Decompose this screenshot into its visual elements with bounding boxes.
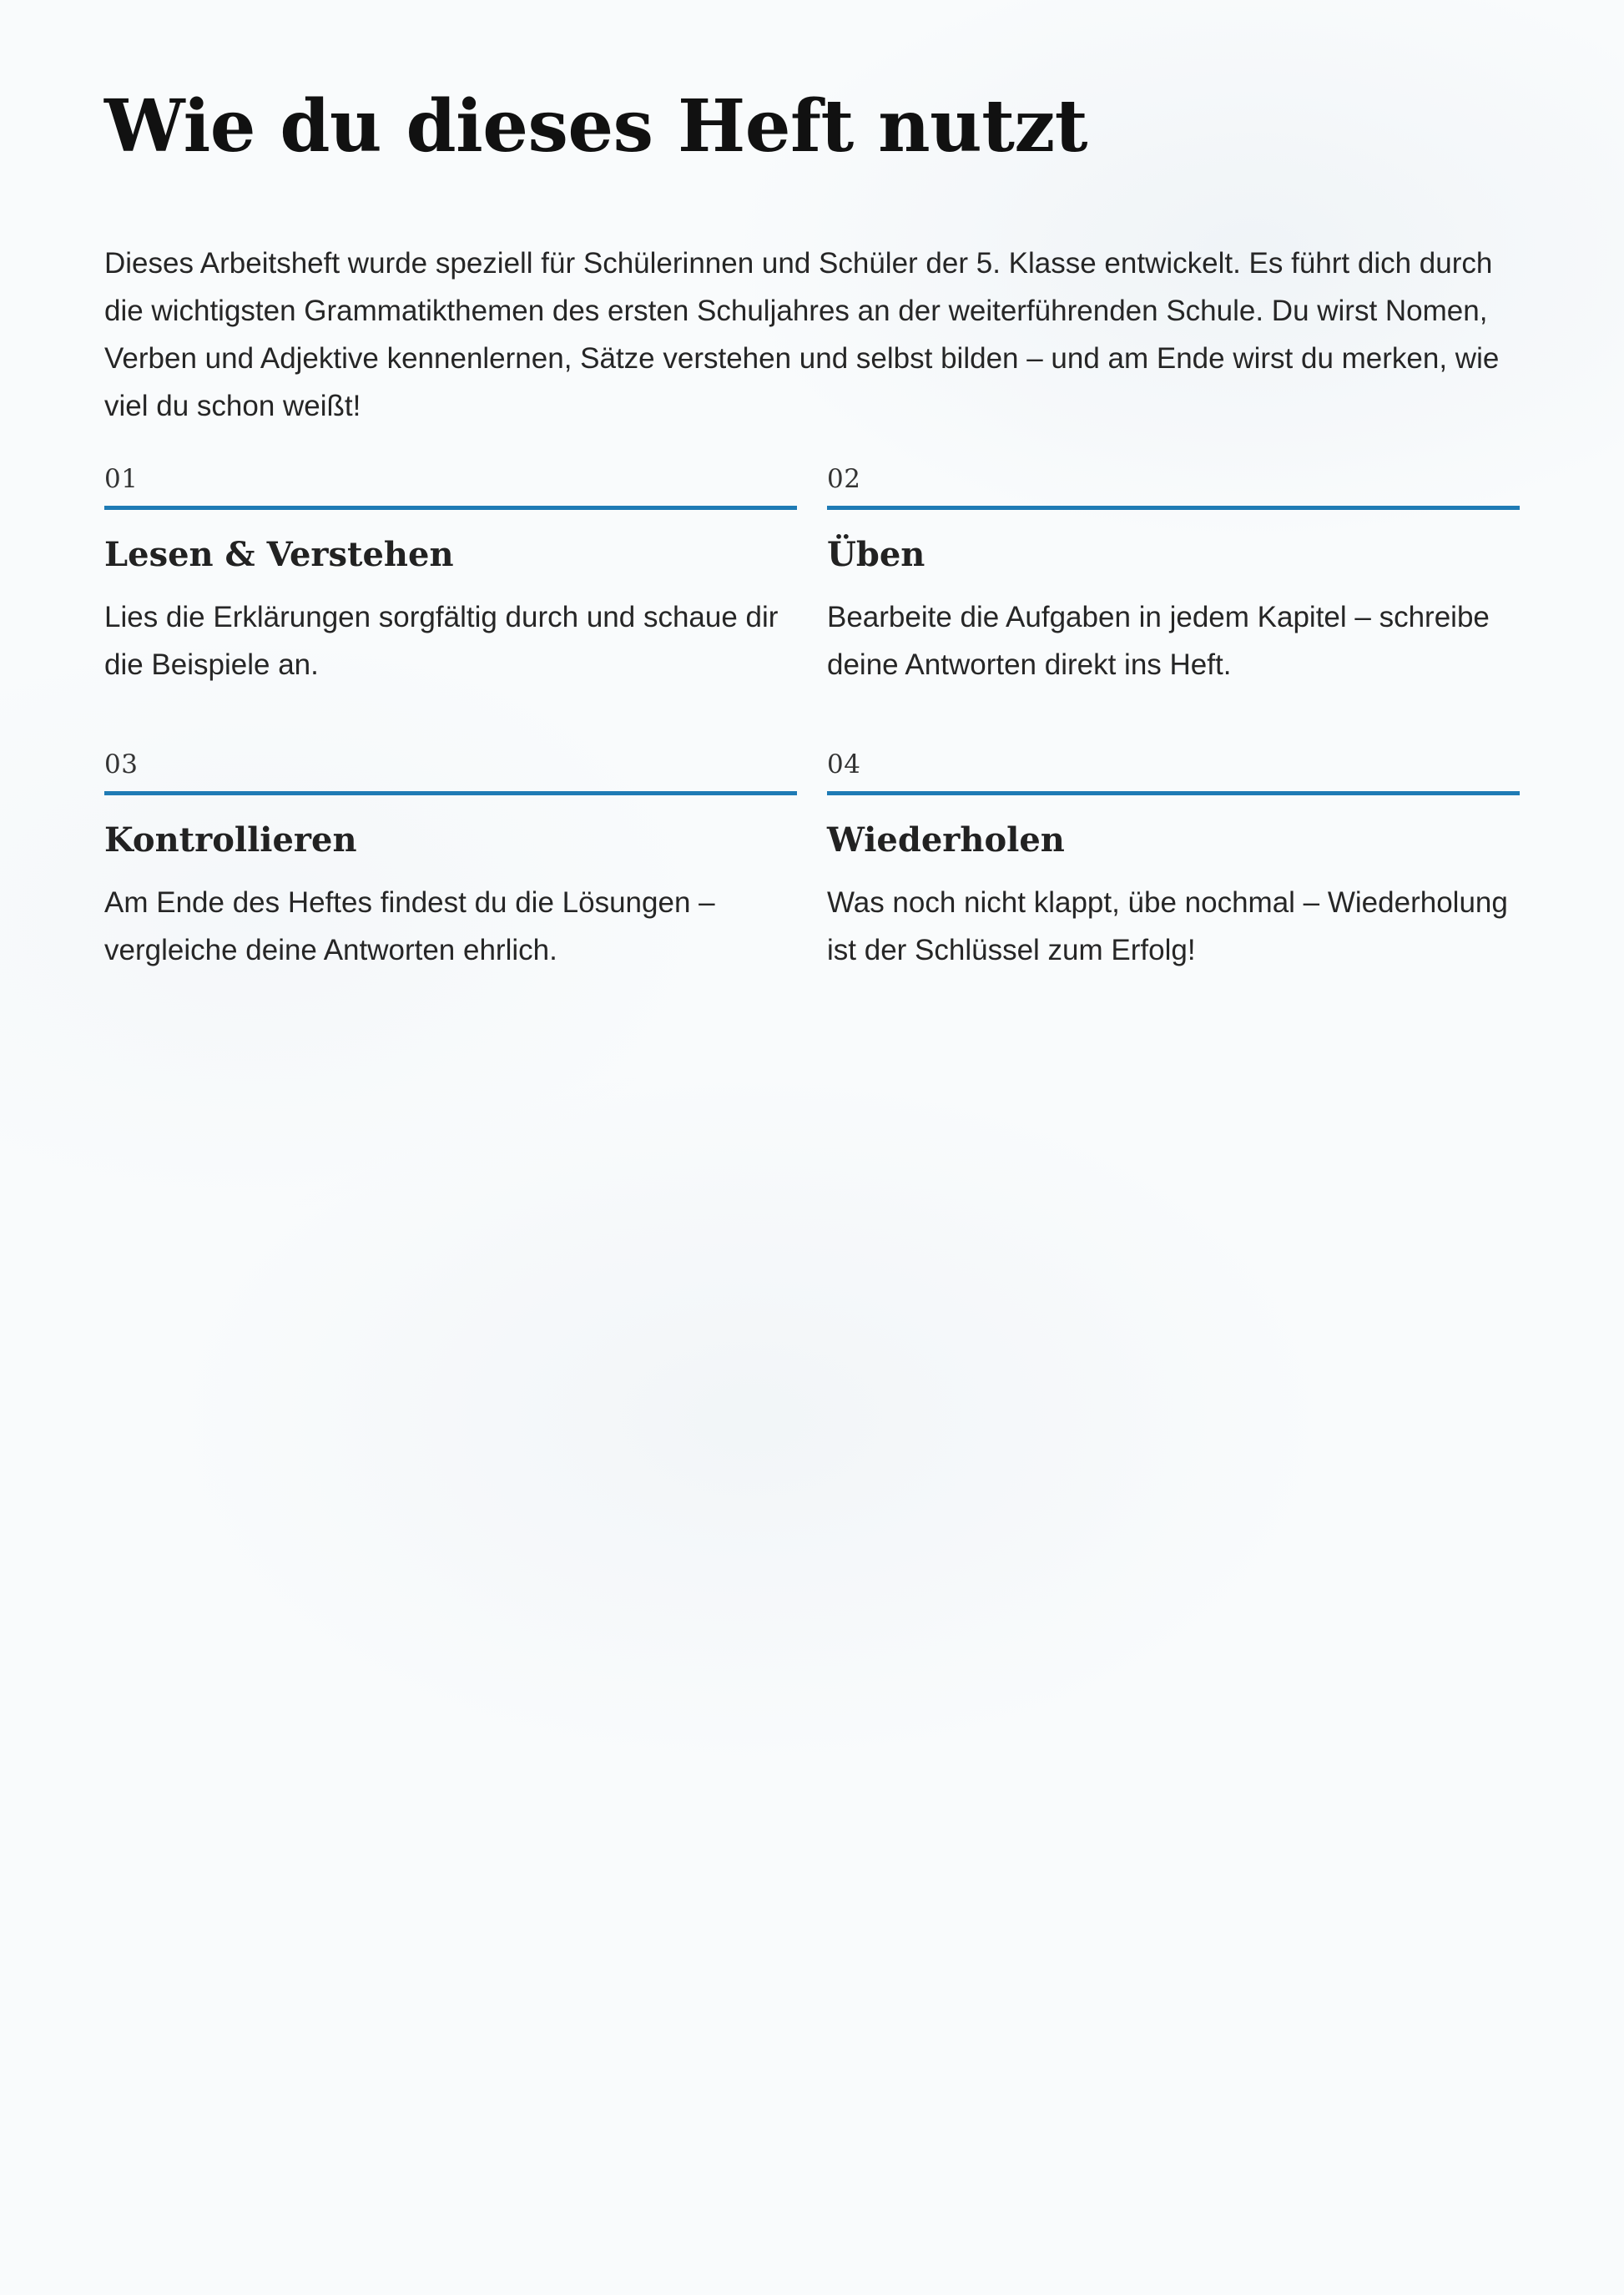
step-description: Bearbeite die Aufgaben in jedem Kapitel – schreibe deine Antworten direkt ins Heft. [827,601,1490,681]
step-card [827,459,1520,688]
step-heading: Wiederholen [827,820,1065,860]
step-number: 04 [827,749,861,779]
step-description: Am Ende des Heftes findest du die Lösungen – vergleiche deine Antworten ehrlich. [104,886,715,966]
step-heading: Üben [827,535,925,574]
step-divider [104,791,797,795]
step-description: Lies die Erklärungen sorgfältig durch und schaue dir die Beispiele an. [104,601,779,681]
step-heading: Lesen & Verstehen [104,535,454,574]
step-number: 01 [104,464,139,494]
step-card [827,744,1520,974]
step-description: Was noch nicht klappt, übe nochmal – Wiederholung ist der Schlüssel zum Erfolg! [827,886,1508,966]
step-divider [104,506,797,510]
step-divider [827,506,1520,510]
page-title: Wie du dieses Heft nutzt [104,84,1087,169]
intro-paragraph: Dieses Arbeitsheft wurde speziell für Schülerinnen und Schüler der 5. Klasse entwickelt. Es führt dich durch die wichtigsten Grammatikthemen des ersten Schuljahres an der weiterführenden Schule. Du wirst Nomen, Verben und Adjektive kennenlernen, Sätze verstehen und selbst bilden – und am Ende wirst du merken, wie viel du schon weißt! [104,247,1500,422]
step-card [104,744,797,974]
step-number: 02 [827,464,861,494]
step-divider [827,791,1520,795]
step-heading: Kontrollieren [104,820,357,860]
step-number: 03 [104,749,139,779]
step-card [104,459,797,688]
